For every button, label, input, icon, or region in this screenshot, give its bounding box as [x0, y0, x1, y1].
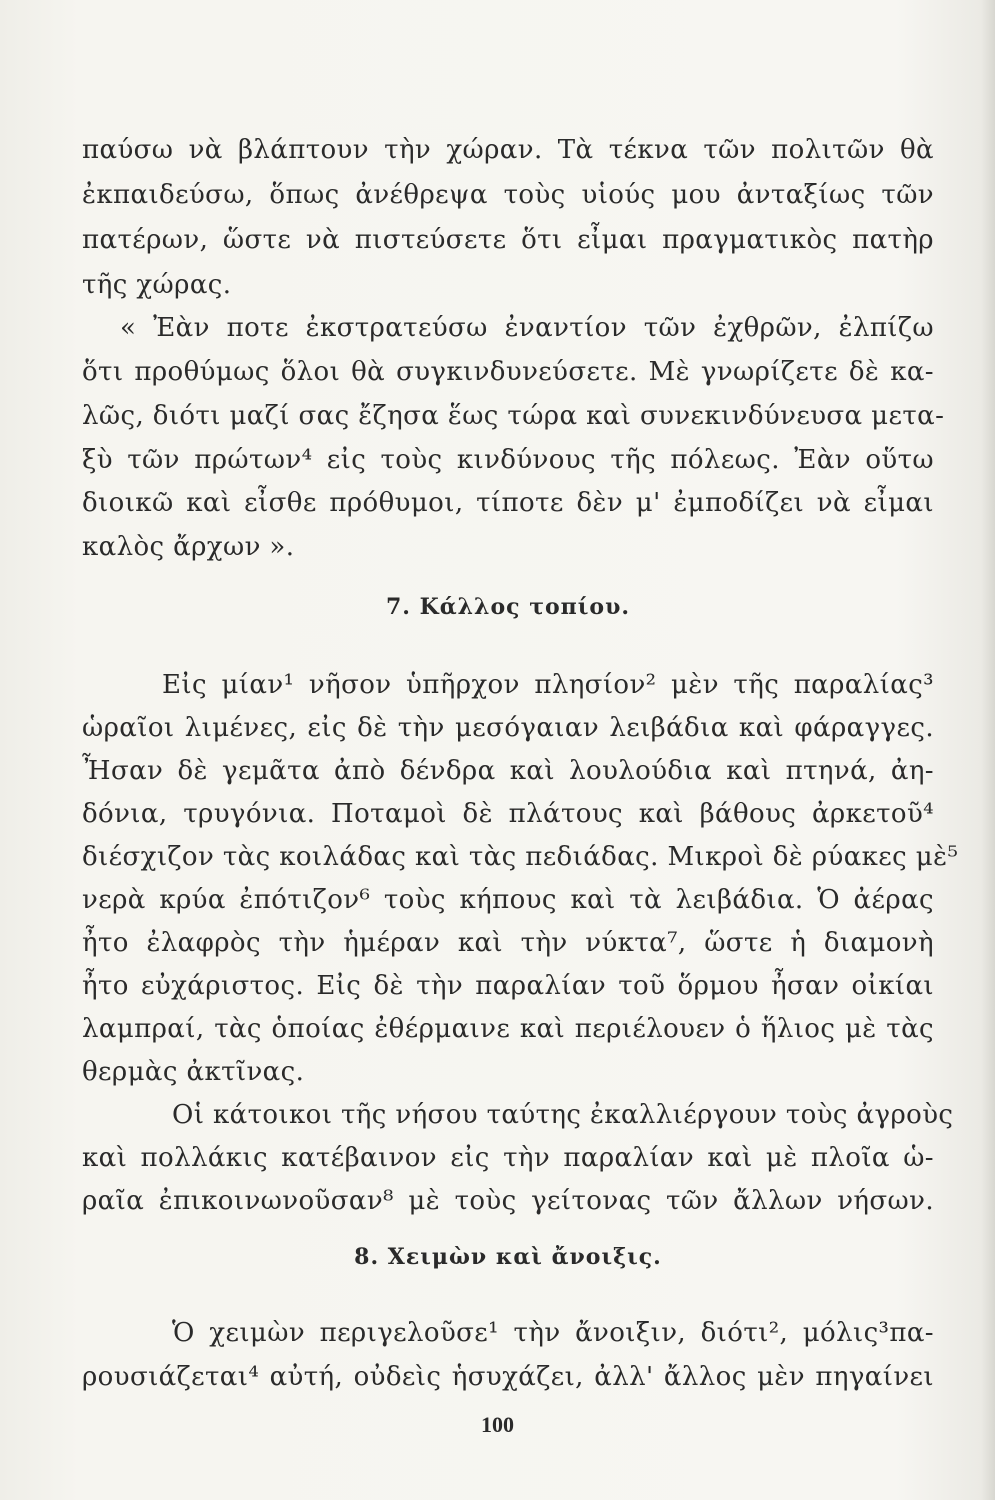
text-line: « Ἐὰν ποτε ἐκστρατεύσω ἐναντίον τῶν ἐχθρῶν, ἐλπίζω: [120, 313, 934, 343]
text-line: Οἱ κάτοικοι τῆς νήσου ταύτης ἐκαλλιέργουν τοὺς ἀγροὺς: [172, 1100, 954, 1130]
text-line: ρουσιάζεται⁴ αὐτή, οὐδεὶς ἡσυχάζει, ἀλλ' ἄλλος μὲν πηγαίνει: [82, 1362, 934, 1392]
text-line: θερμὰς ἀκτῖνας.: [82, 1057, 305, 1087]
text-line: ἐκπαιδεύσω, ὅπως ἀνέθρεψα τοὺς υἱούς μου ἀνταξίως τῶν: [82, 180, 934, 210]
text-line: διέσχιζον τὰς κοιλάδας καὶ τὰς πεδιάδας. Μικροὶ δὲ ρύακες μὲ⁵: [82, 842, 959, 872]
text-line: Ὁ χειμὼν περιγελοῦσε¹ τὴν ἄνοιξιν, διότι², μόλις³πα-: [172, 1318, 934, 1348]
text-line: ὅτι προθύμως ὅλοι θὰ συγκινδυνεύσετε. Μὲ γνωρίζετε δὲ κα-: [82, 357, 934, 387]
text-line: καὶ πολλάκις κατέβαινον εἰς τὴν παραλίαν καὶ μὲ πλοῖα ὡ-: [82, 1143, 934, 1173]
text-line: πατέρων, ὥστε νὰ πιστεύσετε ὅτι εἶμαι πραγματικὸς πατὴρ: [82, 225, 934, 255]
text-line: τῆς χώρας.: [82, 270, 232, 300]
section-heading-7: 7. Κάλλος τοπίου.: [385, 594, 631, 620]
text-line: ἦτο ἐλαφρὸς τὴν ἡμέραν καὶ τὴν νύκτα⁷, ὥστε ἡ διαμονὴ: [82, 928, 934, 958]
section-heading-8: 8. Χειμὼν καὶ ἄνοιξις.: [354, 1244, 662, 1270]
text-line: λῶς, διότι μαζί σας ἔζησα ἕως τώρα καὶ συνεκινδύνευσα μετα-: [82, 401, 945, 431]
text-line: καλὸς ἄρχων ».: [82, 532, 295, 562]
text-line: ραῖα ἐπικοινωνοῦσαν⁸ μὲ τοὺς γείτονας τῶν ἄλλων νήσων.: [82, 1186, 934, 1216]
text-line: νερὰ κρύα ἐπότιζον⁶ τοὺς κήπους καὶ τὰ λειβάδια. Ὁ ἀέρας: [82, 885, 934, 915]
text-line: Ἦσαν δὲ γεμᾶτα ἀπὸ δένδρα καὶ λουλούδια καὶ πτηνά, ἀη-: [82, 756, 934, 786]
text-line: λαμπραί, τὰς ὁποίας ἐθέρμαινε καὶ περιέλουεν ὁ ἥλιος μὲ τὰς: [82, 1014, 934, 1044]
text-line: δόνια, τρυγόνια. Ποταμοὶ δὲ πλάτους καὶ βάθους ἀρκετοῦ⁴: [82, 799, 934, 829]
text-line: ἦτο εὐχάριστος. Εἰς δὲ τὴν παραλίαν τοῦ ὅρμου ἦσαν οἰκίαι: [82, 971, 934, 1001]
text-line: διοικῶ καὶ εἶσθε πρόθυμοι, τίποτε δὲν μ' ἐμποδίζει νὰ εἶμαι: [82, 488, 934, 518]
text-line: ὡραῖοι λιμένες, εἰς δὲ τὴν μεσόγαιαν λειβάδια καὶ φάραγγες.: [82, 713, 934, 743]
text-line: παύσω νὰ βλάπτουν τὴν χώραν. Τὰ τέκνα τῶν πολιτῶν θὰ: [82, 135, 934, 165]
text-line: Εἰς μίαν¹ νῆσον ὑπῆρχον πλησίον² μὲν τῆς παραλίας³: [162, 670, 934, 700]
text-line: ξὺ τῶν πρώτων⁴ εἰς τοὺς κινδύνους τῆς πόλεως. Ἐὰν οὕτω: [82, 445, 934, 475]
page-number: 100: [481, 1412, 514, 1437]
